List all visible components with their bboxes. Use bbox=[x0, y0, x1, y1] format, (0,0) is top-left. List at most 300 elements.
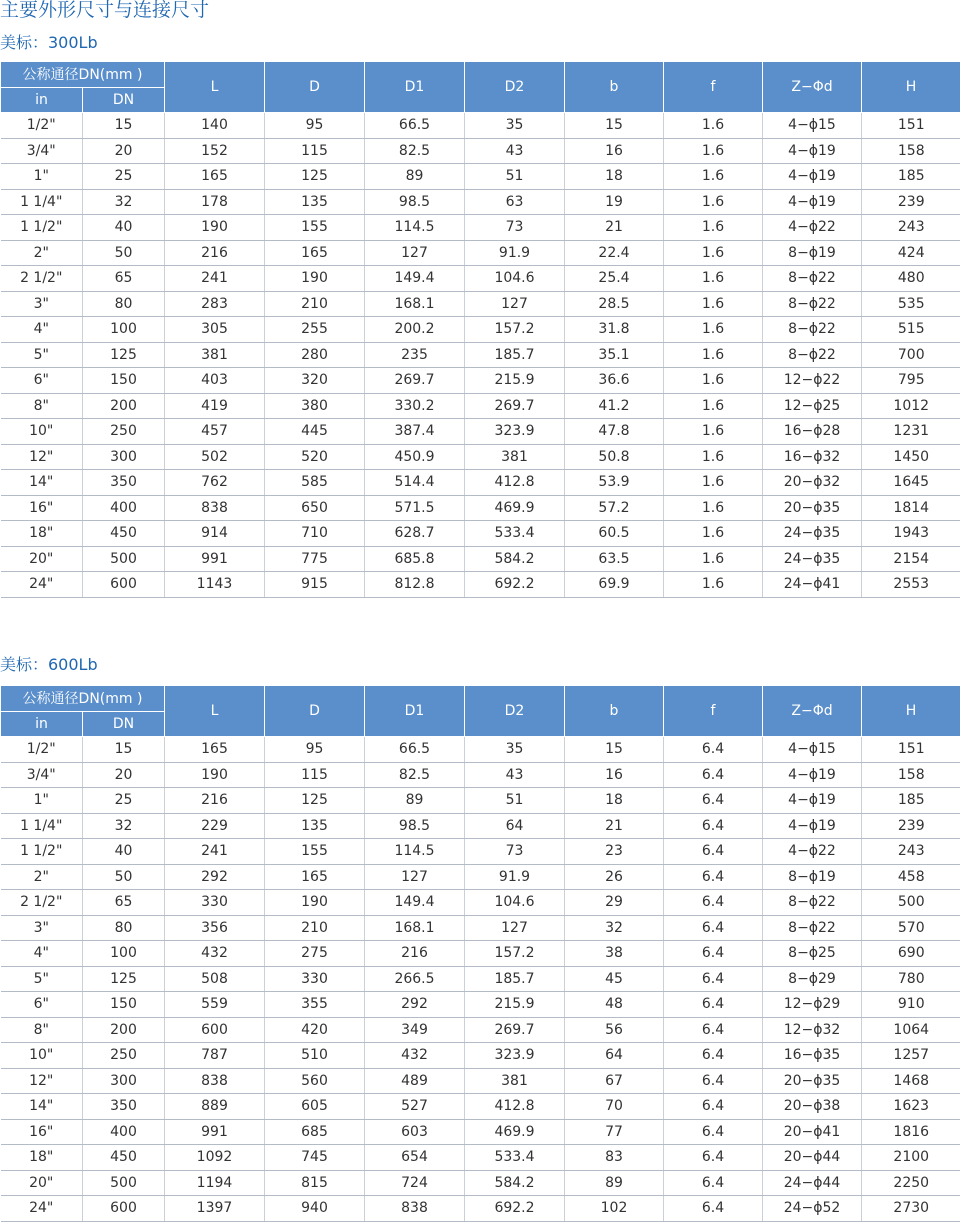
cell-h: 151 bbox=[862, 737, 960, 763]
table-row bbox=[1, 1196, 960, 1222]
cell-in: 18" bbox=[1, 521, 83, 547]
cell-h: 185 bbox=[862, 788, 960, 814]
cell-h: 458 bbox=[862, 864, 960, 890]
cell-f: 6.4 bbox=[664, 762, 763, 788]
cell-b: 32 bbox=[565, 915, 664, 941]
dimension-table-600lb bbox=[0, 685, 960, 1222]
cell-b: 63.5 bbox=[565, 546, 664, 572]
table-row bbox=[1, 1094, 960, 1120]
cell-d: 320 bbox=[265, 368, 365, 394]
cell-d1: 387.4 bbox=[365, 419, 465, 445]
cell-dn: 200 bbox=[83, 1017, 165, 1043]
col-header-H: H bbox=[862, 62, 960, 113]
cell-f: 1.6 bbox=[664, 215, 763, 241]
col-header-f: f bbox=[664, 62, 763, 113]
cell-d: 585 bbox=[265, 470, 365, 496]
cell-in: 12" bbox=[1, 1068, 83, 1094]
cell-dn: 15 bbox=[83, 737, 165, 763]
cell-b: 67 bbox=[565, 1068, 664, 1094]
cell-bolt-holes: 8−ϕ19 bbox=[763, 864, 862, 890]
cell-d: 165 bbox=[265, 240, 365, 266]
cell-h: 158 bbox=[862, 138, 960, 164]
cell-l: 403 bbox=[165, 368, 265, 394]
cell-in: 2 1/2" bbox=[1, 890, 83, 916]
cell-b: 23 bbox=[565, 839, 664, 865]
cell-d2: 584.2 bbox=[465, 1170, 565, 1196]
cell-b: 25.4 bbox=[565, 266, 664, 292]
cell-dn: 65 bbox=[83, 266, 165, 292]
cell-l: 356 bbox=[165, 915, 265, 941]
cell-d: 95 bbox=[265, 737, 365, 763]
cell-f: 6.4 bbox=[664, 839, 763, 865]
cell-bolt-holes: 4−ϕ15 bbox=[763, 737, 862, 763]
cell-h: 2100 bbox=[862, 1145, 960, 1171]
cell-l: 889 bbox=[165, 1094, 265, 1120]
cell-b: 26 bbox=[565, 864, 664, 890]
cell-b: 29 bbox=[565, 890, 664, 916]
table-row bbox=[1, 138, 960, 164]
cell-f: 6.4 bbox=[664, 1170, 763, 1196]
cell-in: 3/4" bbox=[1, 138, 83, 164]
cell-dn: 500 bbox=[83, 1170, 165, 1196]
cell-d: 915 bbox=[265, 572, 365, 598]
cell-dn: 50 bbox=[83, 240, 165, 266]
cell-b: 64 bbox=[565, 1043, 664, 1069]
cell-d1: 89 bbox=[365, 164, 465, 190]
cell-b: 21 bbox=[565, 813, 664, 839]
standard-label-300lb: 美标：300Lb bbox=[0, 33, 98, 53]
table-row bbox=[1, 521, 960, 547]
cell-dn: 32 bbox=[83, 189, 165, 215]
cell-d: 115 bbox=[265, 762, 365, 788]
cell-d: 280 bbox=[265, 342, 365, 368]
cell-f: 6.4 bbox=[664, 1145, 763, 1171]
cell-d2: 64 bbox=[465, 813, 565, 839]
col-header-bolt-holes: Z−Φd bbox=[763, 686, 862, 737]
cell-d: 380 bbox=[265, 393, 365, 419]
cell-l: 838 bbox=[165, 1068, 265, 1094]
cell-l: 1397 bbox=[165, 1196, 265, 1222]
cell-d: 650 bbox=[265, 495, 365, 521]
cell-in: 1 1/4" bbox=[1, 189, 83, 215]
table-row bbox=[1, 966, 960, 992]
cell-in: 24" bbox=[1, 1196, 83, 1222]
cell-b: 56 bbox=[565, 1017, 664, 1043]
cell-d2: 73 bbox=[465, 839, 565, 865]
cell-d: 190 bbox=[265, 890, 365, 916]
cell-b: 102 bbox=[565, 1196, 664, 1222]
cell-d1: 82.5 bbox=[365, 762, 465, 788]
cell-h: 910 bbox=[862, 992, 960, 1018]
table-row bbox=[1, 317, 960, 343]
cell-dn: 250 bbox=[83, 419, 165, 445]
cell-d: 255 bbox=[265, 317, 365, 343]
cell-f: 6.4 bbox=[664, 813, 763, 839]
cell-l: 152 bbox=[165, 138, 265, 164]
cell-dn: 350 bbox=[83, 470, 165, 496]
cell-d1: 349 bbox=[365, 1017, 465, 1043]
cell-d: 115 bbox=[265, 138, 365, 164]
cell-f: 6.4 bbox=[664, 864, 763, 890]
cell-d: 155 bbox=[265, 839, 365, 865]
cell-l: 457 bbox=[165, 419, 265, 445]
table-row bbox=[1, 342, 960, 368]
cell-dn: 350 bbox=[83, 1094, 165, 1120]
cell-dn: 150 bbox=[83, 368, 165, 394]
table-row bbox=[1, 189, 960, 215]
cell-bolt-holes: 24−ϕ35 bbox=[763, 521, 862, 547]
cell-d2: 35 bbox=[465, 737, 565, 763]
cell-d1: 724 bbox=[365, 1170, 465, 1196]
cell-b: 69.9 bbox=[565, 572, 664, 598]
cell-d1: 168.1 bbox=[365, 291, 465, 317]
cell-f: 1.6 bbox=[664, 291, 763, 317]
table-row bbox=[1, 1017, 960, 1043]
cell-bolt-holes: 8−ϕ22 bbox=[763, 342, 862, 368]
cell-d2: 269.7 bbox=[465, 393, 565, 419]
cell-l: 838 bbox=[165, 495, 265, 521]
cell-b: 21 bbox=[565, 215, 664, 241]
cell-b: 57.2 bbox=[565, 495, 664, 521]
cell-d: 355 bbox=[265, 992, 365, 1018]
col-header-in: in bbox=[1, 87, 83, 113]
cell-h: 2730 bbox=[862, 1196, 960, 1222]
cell-h: 2154 bbox=[862, 546, 960, 572]
cell-d1: 603 bbox=[365, 1119, 465, 1145]
cell-dn: 450 bbox=[83, 521, 165, 547]
cell-d: 275 bbox=[265, 941, 365, 967]
cell-in: 14" bbox=[1, 470, 83, 496]
nominal-diameter-header: 公称通径DN(mm ) bbox=[1, 686, 165, 712]
table-row bbox=[1, 890, 960, 916]
table-row bbox=[1, 495, 960, 521]
cell-d2: 692.2 bbox=[465, 1196, 565, 1222]
cell-bolt-holes: 12−ϕ25 bbox=[763, 393, 862, 419]
cell-h: 1064 bbox=[862, 1017, 960, 1043]
cell-d1: 685.8 bbox=[365, 546, 465, 572]
cell-l: 305 bbox=[165, 317, 265, 343]
cell-dn: 300 bbox=[83, 1068, 165, 1094]
cell-dn: 450 bbox=[83, 1145, 165, 1171]
cell-h: 185 bbox=[862, 164, 960, 190]
col-header-L: L bbox=[165, 686, 265, 737]
cell-h: 780 bbox=[862, 966, 960, 992]
cell-d2: 185.7 bbox=[465, 966, 565, 992]
cell-f: 1.6 bbox=[664, 572, 763, 598]
table-row bbox=[1, 813, 960, 839]
col-header-f: f bbox=[664, 686, 763, 737]
cell-b: 47.8 bbox=[565, 419, 664, 445]
cell-d: 95 bbox=[265, 113, 365, 139]
table-row bbox=[1, 240, 960, 266]
cell-d2: 91.9 bbox=[465, 240, 565, 266]
cell-f: 1.6 bbox=[664, 393, 763, 419]
table-row bbox=[1, 266, 960, 292]
cell-h: 480 bbox=[862, 266, 960, 292]
cell-b: 83 bbox=[565, 1145, 664, 1171]
cell-d: 155 bbox=[265, 215, 365, 241]
cell-l: 1194 bbox=[165, 1170, 265, 1196]
cell-d1: 127 bbox=[365, 240, 465, 266]
col-header-b: b bbox=[565, 62, 664, 113]
cell-d1: 168.1 bbox=[365, 915, 465, 941]
cell-dn: 600 bbox=[83, 572, 165, 598]
cell-d1: 654 bbox=[365, 1145, 465, 1171]
cell-in: 2 1/2" bbox=[1, 266, 83, 292]
cell-d2: 533.4 bbox=[465, 521, 565, 547]
cell-dn: 400 bbox=[83, 495, 165, 521]
cell-d1: 235 bbox=[365, 342, 465, 368]
cell-b: 38 bbox=[565, 941, 664, 967]
cell-d2: 91.9 bbox=[465, 864, 565, 890]
cell-d: 135 bbox=[265, 813, 365, 839]
cell-h: 690 bbox=[862, 941, 960, 967]
table-row bbox=[1, 1145, 960, 1171]
table-row bbox=[1, 572, 960, 598]
cell-d2: 323.9 bbox=[465, 419, 565, 445]
cell-d2: 157.2 bbox=[465, 941, 565, 967]
cell-d: 125 bbox=[265, 164, 365, 190]
cell-l: 165 bbox=[165, 737, 265, 763]
cell-d2: 533.4 bbox=[465, 1145, 565, 1171]
cell-bolt-holes: 4−ϕ15 bbox=[763, 113, 862, 139]
cell-h: 158 bbox=[862, 762, 960, 788]
cell-d2: 269.7 bbox=[465, 1017, 565, 1043]
cell-d2: 157.2 bbox=[465, 317, 565, 343]
cell-d1: 114.5 bbox=[365, 215, 465, 241]
cell-f: 6.4 bbox=[664, 915, 763, 941]
cell-d: 775 bbox=[265, 546, 365, 572]
cell-h: 239 bbox=[862, 813, 960, 839]
cell-h: 515 bbox=[862, 317, 960, 343]
cell-dn: 150 bbox=[83, 992, 165, 1018]
cell-l: 991 bbox=[165, 546, 265, 572]
cell-d: 520 bbox=[265, 444, 365, 470]
cell-d1: 149.4 bbox=[365, 890, 465, 916]
cell-in: 18" bbox=[1, 1145, 83, 1171]
cell-bolt-holes: 4−ϕ19 bbox=[763, 813, 862, 839]
cell-in: 14" bbox=[1, 1094, 83, 1120]
cell-bolt-holes: 8−ϕ19 bbox=[763, 240, 862, 266]
cell-b: 45 bbox=[565, 966, 664, 992]
cell-in: 1/2" bbox=[1, 113, 83, 139]
cell-h: 1816 bbox=[862, 1119, 960, 1145]
cell-d1: 292 bbox=[365, 992, 465, 1018]
cell-h: 1623 bbox=[862, 1094, 960, 1120]
cell-dn: 40 bbox=[83, 215, 165, 241]
cell-l: 241 bbox=[165, 266, 265, 292]
table-row bbox=[1, 113, 960, 139]
cell-dn: 25 bbox=[83, 788, 165, 814]
cell-l: 216 bbox=[165, 240, 265, 266]
cell-in: 2" bbox=[1, 864, 83, 890]
cell-bolt-holes: 8−ϕ22 bbox=[763, 890, 862, 916]
cell-dn: 125 bbox=[83, 966, 165, 992]
cell-f: 6.4 bbox=[664, 966, 763, 992]
cell-l: 419 bbox=[165, 393, 265, 419]
cell-bolt-holes: 16−ϕ32 bbox=[763, 444, 862, 470]
cell-dn: 100 bbox=[83, 317, 165, 343]
cell-h: 795 bbox=[862, 368, 960, 394]
cell-f: 1.6 bbox=[664, 138, 763, 164]
cell-h: 2250 bbox=[862, 1170, 960, 1196]
col-header-b: b bbox=[565, 686, 664, 737]
table-row bbox=[1, 444, 960, 470]
cell-d1: 216 bbox=[365, 941, 465, 967]
cell-f: 6.4 bbox=[664, 1043, 763, 1069]
cell-in: 16" bbox=[1, 1119, 83, 1145]
cell-h: 424 bbox=[862, 240, 960, 266]
cell-b: 50.8 bbox=[565, 444, 664, 470]
cell-l: 1143 bbox=[165, 572, 265, 598]
cell-l: 241 bbox=[165, 839, 265, 865]
cell-bolt-holes: 8−ϕ22 bbox=[763, 291, 862, 317]
col-header-D: D bbox=[265, 686, 365, 737]
cell-bolt-holes: 8−ϕ22 bbox=[763, 317, 862, 343]
col-header-D2: D2 bbox=[465, 62, 565, 113]
cell-f: 1.6 bbox=[664, 189, 763, 215]
cell-d2: 51 bbox=[465, 164, 565, 190]
cell-d1: 89 bbox=[365, 788, 465, 814]
cell-in: 20" bbox=[1, 1170, 83, 1196]
cell-l: 190 bbox=[165, 762, 265, 788]
cell-bolt-holes: 8−ϕ22 bbox=[763, 915, 862, 941]
page-title: 主要外形尺寸与连接尺寸 bbox=[0, 0, 209, 22]
cell-bolt-holes: 24−ϕ41 bbox=[763, 572, 862, 598]
cell-f: 6.4 bbox=[664, 992, 763, 1018]
cell-d2: 412.8 bbox=[465, 470, 565, 496]
col-header-in: in bbox=[1, 711, 83, 737]
cell-in: 1" bbox=[1, 164, 83, 190]
cell-l: 381 bbox=[165, 342, 265, 368]
cell-h: 1468 bbox=[862, 1068, 960, 1094]
cell-in: 10" bbox=[1, 419, 83, 445]
table-row bbox=[1, 1119, 960, 1145]
cell-f: 1.6 bbox=[664, 521, 763, 547]
cell-f: 6.4 bbox=[664, 1017, 763, 1043]
cell-d2: 381 bbox=[465, 444, 565, 470]
cell-bolt-holes: 4−ϕ22 bbox=[763, 839, 862, 865]
cell-in: 1 1/2" bbox=[1, 215, 83, 241]
col-header-bolt-holes: Z−Φd bbox=[763, 62, 862, 113]
cell-d2: 43 bbox=[465, 138, 565, 164]
cell-h: 570 bbox=[862, 915, 960, 941]
cell-h: 1257 bbox=[862, 1043, 960, 1069]
table-row bbox=[1, 941, 960, 967]
cell-bolt-holes: 4−ϕ19 bbox=[763, 189, 862, 215]
cell-h: 239 bbox=[862, 189, 960, 215]
cell-d1: 838 bbox=[365, 1196, 465, 1222]
cell-in: 2" bbox=[1, 240, 83, 266]
table-row bbox=[1, 762, 960, 788]
col-header-DN: DN bbox=[83, 711, 165, 737]
cell-f: 6.4 bbox=[664, 788, 763, 814]
cell-d2: 127 bbox=[465, 291, 565, 317]
cell-bolt-holes: 12−ϕ22 bbox=[763, 368, 862, 394]
cell-dn: 300 bbox=[83, 444, 165, 470]
cell-in: 4" bbox=[1, 941, 83, 967]
cell-l: 502 bbox=[165, 444, 265, 470]
cell-f: 1.6 bbox=[664, 266, 763, 292]
table-row bbox=[1, 368, 960, 394]
cell-l: 283 bbox=[165, 291, 265, 317]
cell-d2: 127 bbox=[465, 915, 565, 941]
cell-d1: 269.7 bbox=[365, 368, 465, 394]
cell-f: 1.6 bbox=[664, 342, 763, 368]
cell-h: 1231 bbox=[862, 419, 960, 445]
cell-d1: 432 bbox=[365, 1043, 465, 1069]
cell-b: 19 bbox=[565, 189, 664, 215]
cell-b: 41.2 bbox=[565, 393, 664, 419]
cell-h: 243 bbox=[862, 215, 960, 241]
cell-d: 745 bbox=[265, 1145, 365, 1171]
cell-b: 70 bbox=[565, 1094, 664, 1120]
cell-d2: 692.2 bbox=[465, 572, 565, 598]
cell-l: 216 bbox=[165, 788, 265, 814]
cell-in: 24" bbox=[1, 572, 83, 598]
cell-d2: 63 bbox=[465, 189, 565, 215]
cell-d: 445 bbox=[265, 419, 365, 445]
cell-in: 3/4" bbox=[1, 762, 83, 788]
cell-f: 6.4 bbox=[664, 737, 763, 763]
cell-d: 605 bbox=[265, 1094, 365, 1120]
cell-d1: 98.5 bbox=[365, 189, 465, 215]
cell-b: 15 bbox=[565, 737, 664, 763]
cell-bolt-holes: 8−ϕ22 bbox=[763, 266, 862, 292]
cell-in: 6" bbox=[1, 368, 83, 394]
col-header-DN: DN bbox=[83, 87, 165, 113]
table-row bbox=[1, 864, 960, 890]
cell-d1: 514.4 bbox=[365, 470, 465, 496]
cell-h: 535 bbox=[862, 291, 960, 317]
cell-d2: 51 bbox=[465, 788, 565, 814]
cell-f: 6.4 bbox=[664, 1119, 763, 1145]
cell-l: 600 bbox=[165, 1017, 265, 1043]
col-header-D1: D1 bbox=[365, 62, 465, 113]
cell-dn: 250 bbox=[83, 1043, 165, 1069]
cell-d2: 104.6 bbox=[465, 266, 565, 292]
cell-f: 1.6 bbox=[664, 419, 763, 445]
cell-l: 762 bbox=[165, 470, 265, 496]
cell-b: 36.6 bbox=[565, 368, 664, 394]
cell-bolt-holes: 8−ϕ25 bbox=[763, 941, 862, 967]
table-row bbox=[1, 164, 960, 190]
cell-bolt-holes: 20−ϕ32 bbox=[763, 470, 862, 496]
cell-in: 10" bbox=[1, 1043, 83, 1069]
table-row bbox=[1, 839, 960, 865]
cell-b: 18 bbox=[565, 164, 664, 190]
cell-b: 31.8 bbox=[565, 317, 664, 343]
cell-d1: 330.2 bbox=[365, 393, 465, 419]
table-row bbox=[1, 1043, 960, 1069]
cell-bolt-holes: 20−ϕ41 bbox=[763, 1119, 862, 1145]
cell-d1: 450.9 bbox=[365, 444, 465, 470]
cell-d2: 35 bbox=[465, 113, 565, 139]
nominal-diameter-header: 公称通径DN(mm ) bbox=[1, 62, 165, 88]
cell-in: 1/2" bbox=[1, 737, 83, 763]
cell-bolt-holes: 4−ϕ19 bbox=[763, 762, 862, 788]
cell-dn: 500 bbox=[83, 546, 165, 572]
cell-h: 1645 bbox=[862, 470, 960, 496]
cell-bolt-holes: 24−ϕ35 bbox=[763, 546, 862, 572]
cell-bolt-holes: 20−ϕ35 bbox=[763, 495, 862, 521]
table-row bbox=[1, 992, 960, 1018]
cell-b: 18 bbox=[565, 788, 664, 814]
cell-f: 1.6 bbox=[664, 164, 763, 190]
cell-d1: 127 bbox=[365, 864, 465, 890]
cell-f: 1.6 bbox=[664, 240, 763, 266]
cell-d2: 43 bbox=[465, 762, 565, 788]
